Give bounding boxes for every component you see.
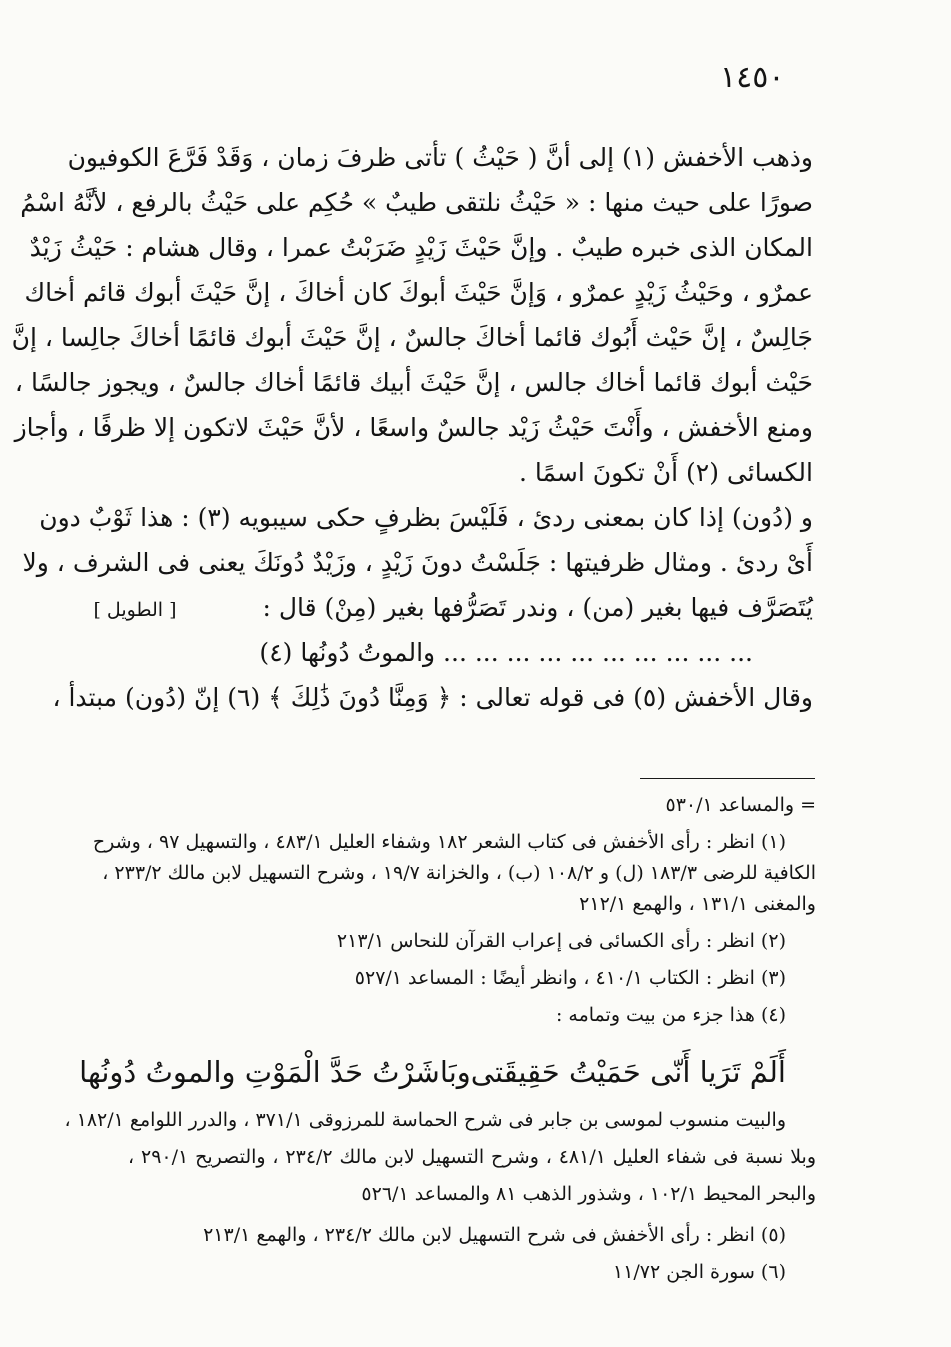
footnotes xyxy=(64,790,816,1288)
verse-first-hemistich: أَلَمْ تَرَيا أَنّى حَمَيْتُ حَقِيقَتى xyxy=(470,1055,786,1089)
verse-second-hemistich: وبَاشَرْتُ حَدَّ الْمَوْتِ والموتُ دُونُها xyxy=(79,1055,471,1089)
footnote-line: (٤) هذا جزء من بيت وتمامه : xyxy=(555,1004,786,1026)
page-number: ١٤٥٠ xyxy=(720,60,785,95)
meter-label: [ الطويل ] xyxy=(93,599,177,621)
body-line: جَالِسٌ ، إنَّ حَيْث أَبُوك قائما أخاكَ جالسٌ ، إنَّ حَيْثَ أبوك قائمًا أخاكَ جالِسا ، إنَّ xyxy=(11,323,813,352)
body-line: يُتَصَرَّف فيها بغير (من) ، وندر تَصَرُّفها بغير (مِنْ) قال : xyxy=(262,593,813,622)
footnote-line: والبحر المحيط ١٠٢/١ ، وشذور الذهب ٨١ والمساعد ٥٢٦/١ xyxy=(361,1183,816,1205)
footnote-line: وبلا نسبة فى شفاء العليل ٤٨١/١ ، وشرح التسهيل لابن مالك ٢٣٤/٢ ، والتصريح ٢٩٠/١ ، xyxy=(128,1146,816,1168)
footnote-line: الكافية للرضى ١٨٣/٣ (ل) و ١٠٨/٢ (ب) ، والخزانة ١٩/٧ ، وشرح التسهيل لابن مالك ٢٣٣/٢ ، xyxy=(102,862,816,884)
footnote-line: والمغنى ١٣١/١ ، والهمع ٢١٢/١ xyxy=(579,893,816,915)
body-line: حَيْث أبوك قائما أخاك جالس ، إنَّ حَيْثَ أبيك قائمًا أخاك جالسٌ ، ويجوز جالسًا ، xyxy=(14,368,813,397)
main-text xyxy=(11,135,813,720)
footnote-line: (٢) انظر : رأى الكسائى فى إعراب القرآن للنحاس ٢١٣/١ xyxy=(336,930,786,952)
body-line: الكسائى (٢) أَنْ تكونَ اسمًا . xyxy=(518,458,813,487)
body-line: أَىْ ردئ . ومثال ظرفيتها : جَلَسْتُ دونَ زَيْدٍ ، وزَيْدٌ دُونَكَ يعنى فى الشرف ، ولا xyxy=(22,548,813,577)
footnote-line: = والمساعد ٥٣٠/١ xyxy=(665,794,816,816)
body-line: صورًا على حيث منها : « حَيْثُ نلتقى طيبٌ » حُكِم على حَيْثُ بالرفع ، لأنَّهُ اسْمُ xyxy=(20,188,813,217)
quoted-verse-fragment: ... ... ... ... ... ... ... ... ... ... والموتُ دُونُها (٤) xyxy=(259,638,753,667)
body-line: وذهب الأخفش (١) إلى أنَّ ( حَيْثُ ) تأتى ظرفَ زمان ، وَقَدْ فَرَّعَ الكوفيون xyxy=(67,143,813,172)
body-line: ومنع الأخفش ، وأَنْتَ حَيْثُ زَيْد جالسٌ واسعًا ، لأنَّ حَيْثَ لاتكون إلا ظرفًا ، وأجاز xyxy=(14,413,813,442)
body-line: و (دُون) إذا كان بمعنى ردئ ، فَلَيْسَ بظرفٍ حكى سيبويه (٣) : هذا ثَوْبٌ دون xyxy=(39,503,813,532)
footnote-line: (٣) انظر : الكتاب ٤١٠/١ ، وانظر أيضًا : المساعد ٥٢٧/١ xyxy=(354,967,786,989)
body-line: وقال الأخفش (٥) فى قوله تعالى : ﴿ وَمِنَّا دُونَ ذَٰلِكَ ﴾ (٦) إنّ (دُون) مبتدأ ، xyxy=(52,683,813,712)
verse-couplet xyxy=(79,1031,816,1105)
footnote-line: (١) انظر : رأى الأخفش فى كتاب الشعر ١٨٢ وشفاء العليل ٤٨٣/١ ، والتسهيل ٩٧ ، وشرح xyxy=(92,831,786,853)
footnote-line: (٥) انظر : رأى الأخفش فى شرح التسهيل لابن مالك ٢٣٤/٢ ، والهمع ٢١٣/١ xyxy=(203,1224,786,1246)
footnote-line: والبيت منسوب لموسى بن جابر فى شرح الحماسة للمرزوقى ٣٧١/١ ، والدرر اللوامع ١٨٢/١ ، xyxy=(64,1109,786,1131)
body-line-with-meter xyxy=(93,585,813,630)
footnote-line: (٦) سورة الجن ١١/٧٢ xyxy=(612,1261,786,1283)
body-line: المكان الذى خبره طيبٌ . وإنَّ حَيْثَ زَيْدٍ ضَرَبْتُ عمرا ، وقال هشام : حَيْثُ زَيْدٌ xyxy=(29,233,813,262)
body-line: عمرٌو ، وحَيْثُ زَيْدٍ عمرٌو ، وَإنَّ حَيْثَ أبوكَ كان أخاكَ ، إنَّ حَيْثَ أبوك قائم أخاك xyxy=(24,278,813,307)
footnote-separator xyxy=(640,778,815,779)
